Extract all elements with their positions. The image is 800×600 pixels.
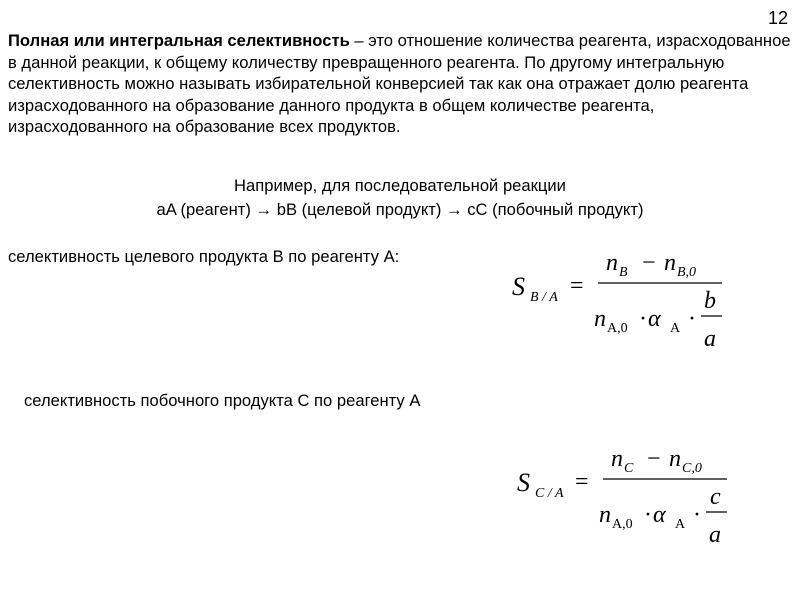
reaction-scheme: aA (реагент) → bB (целевой продукт) → cC (побочный продукт) — [156, 200, 644, 219]
symbol-s-subscript: C / A — [535, 486, 564, 501]
equals-sign: = — [570, 273, 584, 299]
numerator-n0: n — [664, 250, 676, 276]
numerator-n0-sub: B,0 — [677, 265, 697, 280]
alpha-sub: A — [675, 517, 686, 532]
equals-sign: = — [575, 469, 589, 495]
coef-numerator: c — [710, 484, 721, 510]
selectivity-b-formula — [508, 248, 738, 358]
example-intro: Например, для последовательной реакции — [234, 176, 566, 195]
numerator-n-sub: B — [619, 265, 628, 280]
selectivity-c-label: селективность побочного продукта С по реагенту А — [24, 391, 421, 410]
denominator-n-sub: A,0 — [612, 517, 633, 532]
numerator-n0-sub: C,0 — [682, 461, 702, 476]
definition-term: Полная или интегральная селективность — [8, 31, 350, 50]
dot-2: · — [693, 502, 701, 528]
coef-numerator: b — [704, 288, 716, 314]
denominator-n-sub: A,0 — [607, 321, 628, 336]
alpha-symbol: α — [648, 306, 661, 332]
dot-2: · — [688, 306, 696, 332]
minus-sign: − — [642, 250, 656, 276]
definition-paragraph — [8, 30, 792, 138]
definition-text: – это отношение количества реагента, израсходованное в данной реакции, к общему количеству превращенного реагента. По другому интегральную селективность можно называть избирательной конверсией так как она отражает долю реагента израсходованного на образование данного продукта в общем количестве реагента, израсходованного на образование всех продуктов. — [8, 31, 791, 136]
symbol-s: S — [512, 272, 525, 301]
alpha-sub: A — [670, 321, 681, 336]
symbol-s: S — [517, 468, 530, 497]
coef-denominator: a — [704, 326, 716, 352]
symbol-s-subscript: B / A — [530, 290, 558, 305]
minus-sign: − — [647, 446, 661, 472]
dot-1: · — [639, 306, 647, 332]
dot-1: · — [644, 502, 652, 528]
selectivity-c-formula — [513, 444, 743, 554]
selectivity-b-label: селективность целевого продукта В по реагенту А: — [8, 247, 400, 266]
denominator-n: n — [599, 502, 611, 528]
numerator-n0: n — [669, 446, 681, 472]
coef-denominator: a — [709, 522, 721, 548]
alpha-symbol: α — [653, 502, 666, 528]
page-number: 12 — [767, 8, 788, 28]
numerator-n: n — [606, 250, 618, 276]
numerator-n: n — [611, 446, 623, 472]
numerator-n-sub: C — [624, 461, 634, 476]
denominator-n: n — [594, 306, 606, 332]
selectivity-b-formula-svg — [508, 248, 738, 358]
selectivity-c-formula-svg — [513, 444, 743, 554]
